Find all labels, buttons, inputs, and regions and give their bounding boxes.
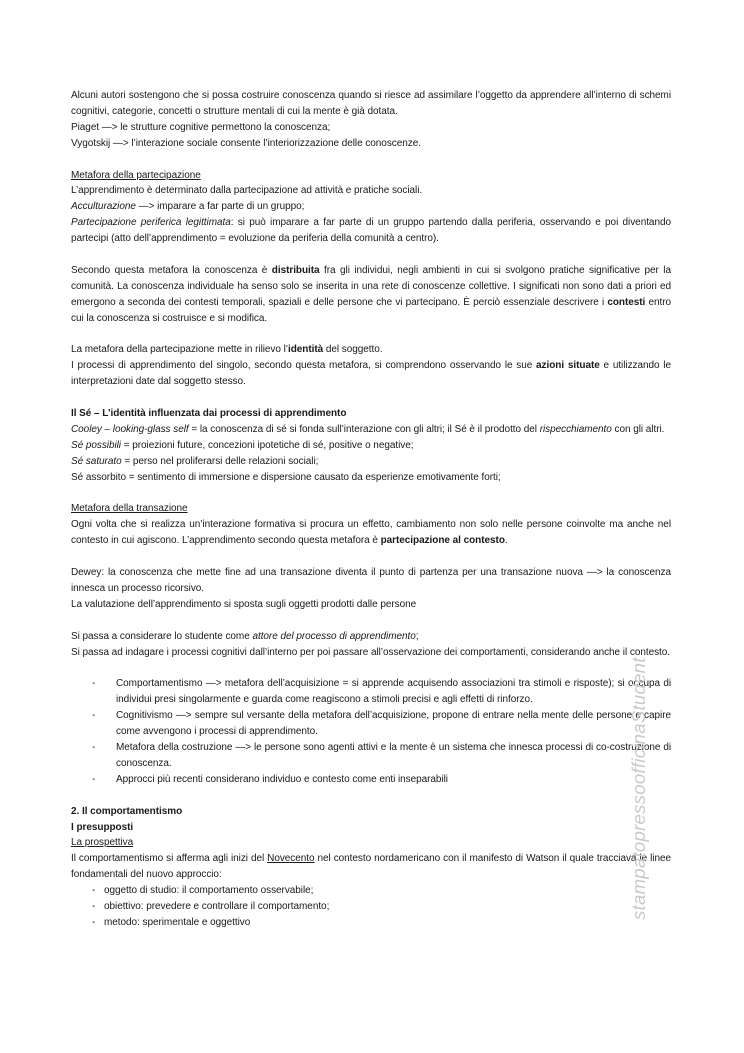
watermark: stampatopressoofficinaStudent [628, 657, 649, 920]
distribuita-text-1: Secondo questa metafora la conoscenza è [71, 264, 272, 276]
studente-text-2: ; [415, 630, 419, 642]
se-assorbito-line: Sé assorbito = sentimento di immersione e dispersione causato da esperienze emotivamente forti; [71, 471, 501, 483]
ppl-text: : si può imparare a far parte di un gruppo partendo dalla periferia, osservando e poi diventando partecipi (atto dell’apprendimento = evoluzione da periferia della comunità a centro). [71, 217, 671, 245]
section-subtitle: I presupposti [71, 821, 134, 833]
dewey-paragraph: Dewey: la conoscenza che mette fine ad una transazione diventa il punto di partenza per una transazione nuova —> la conoscenza innesca un processo ricorsivo. [71, 567, 671, 594]
identita-bold: identità [287, 344, 324, 356]
transazione-bold: partecipazione al contesto [380, 535, 505, 547]
acculturazione-text: —> imparare a far parte di un gruppo; [135, 201, 305, 213]
prospettiva-paragraph [71, 851, 671, 883]
se-possibili-line [71, 438, 671, 454]
heading-transazione: Metafora della transazione [71, 503, 188, 515]
acculturazione-term: Acculturazione [71, 201, 136, 213]
list-item: - obiettivo: prevedere e controllare il comportamento; [71, 899, 671, 915]
cooley-text-2: con gli altri. [611, 423, 665, 435]
list-item: - Comportamentismo —> metafora dell’acquisizione = si apprende acquisendo associazioni tra stimoli e risposte); si occupa di individui presi singolarmente e guarda come reagiscono a stimoli precisi e agli effetti di rinforzo. [71, 676, 671, 708]
ppl-term: Partecipazione periferica legittimata [71, 217, 231, 229]
identita-line [71, 342, 671, 358]
cooley-line [71, 422, 671, 438]
list-item: - Metafora della costruzione —> le persone sono agenti attivi e la mente è un sistema che innesca processi di co-costruzione di conoscenza. [71, 740, 671, 772]
document-page [71, 88, 671, 931]
vygotskij-line: Vygotskij —> l’interazione sociale consente l’interiorizzazione delle conoscenze. [71, 137, 421, 149]
cooley-text: = la conoscenza di sé si fonda sull’interazione con gli altri; il Sé è il prodotto del [188, 423, 540, 435]
azioni-paragraph [71, 358, 671, 390]
se-saturato-line [71, 454, 671, 470]
watson-list [71, 883, 671, 931]
distribuita-bold: distribuita [271, 264, 320, 276]
se-possibili-text: = proiezioni future, concezioni ipotetiche di sé, positive o negative; [120, 439, 414, 451]
studente-text-1: Si passa a considerare lo studente come [71, 630, 253, 642]
prospettiva-text-2: nel contesto nordamericano con il manifesto di Watson il quale tracciava le linee fondamentali del nuovo approccio: [71, 853, 671, 881]
contesti-bold: contesti [607, 296, 646, 308]
se-possibili-term: Sé possibili [71, 439, 121, 451]
identita-text-2: del soggetto. [323, 344, 383, 356]
heading-prospettiva: La prospettiva [71, 837, 134, 849]
heading-se: Il Sé – L’identità influenzata dai processi di apprendimento [71, 408, 347, 420]
studente-italic: attore del processo di apprendimento [252, 630, 416, 642]
rispecchiamento-term: rispecchiamento [539, 423, 612, 435]
partecipazione-line: L’apprendimento è determinato dalla partecipazione ad attività e pratiche sociali. [71, 185, 423, 197]
ppl-line [71, 215, 671, 247]
heading-partecipazione: Metafora della partecipazione [71, 169, 201, 181]
acculturazione-line [71, 199, 671, 215]
se-saturato-text: = perso nel proliferarsi delle relazioni sociali; [121, 455, 319, 467]
list-item: - Cognitivismo —> sempre sul versante della metafora dell’acquisizione, propone di entrare nella mente delle persone e capire come avvengono i processi di apprendimento. [71, 708, 671, 740]
piaget-line: Piaget —> le strutture cognitive permettono la conoscenza; [71, 121, 331, 133]
azioni-bold: azioni situate [536, 360, 600, 372]
distribuita-paragraph [71, 263, 671, 327]
section-title: 2. Il comportamentismo [71, 805, 183, 817]
se-saturato-term: Sé saturato [71, 455, 122, 467]
azioni-text-2: e utilizzando le interpretazioni date dal soggetto stesso. [71, 360, 671, 388]
novecento-underlined: Novecento [267, 853, 315, 865]
identita-text-1: La metafora della partecipazione mette in rilievo l’ [71, 344, 288, 356]
processi-paragraph: Si passa ad indagare i processi cognitivi dall’interno per poi passare all’osservazione dei comportamenti, considerando anche il contesto. [71, 646, 671, 658]
azioni-text-1: I processi di apprendimento del singolo, secondo questa metafora, si comprendono osservando le sue [71, 360, 537, 372]
studente-line [71, 629, 671, 645]
transazione-text-1: Ogni volta che si realizza un’interazione formativa si procura un effetto, cambiamento non solo nelle persone coinvolte ma anche nel contesto in cui agiscono. L’apprendimento secondo questa metafora è [71, 519, 671, 547]
transazione-text-2: . [504, 535, 508, 547]
approcci-list [71, 676, 671, 787]
transazione-paragraph [71, 517, 671, 549]
valutazione-line: La valutazione dell’apprendimento si sposta sugli oggetti prodotti dalle persone [71, 598, 417, 610]
prospettiva-text-1: Il comportamentismo si afferma agli inizi del [71, 853, 268, 865]
cooley-term: Cooley – looking-glass self [71, 423, 189, 435]
intro-paragraph: Alcuni autori sostengono che si possa costruire conoscenza quando si riesce ad assimilare l’oggetto da apprendere all’interno di schemi cognitivi, categorie, concetti o strutture mentali di cui la mente è già dotata. [71, 90, 671, 117]
list-item: - metodo: sperimentale e oggettivo [71, 915, 671, 931]
distribuita-text-3: entro cui la conoscenza si costruisce e si modifica. [71, 296, 671, 324]
list-item: - oggetto di studio: il comportamento osservabile; [71, 883, 671, 899]
distribuita-text-2: fra gli individui, negli ambienti in cui si svolgono pratiche significative per la comunità. La conoscenza individuale ha senso solo se inserita in una rete di conoscenze collettive. I significati non sono dati a priori ed emergono a seconda dei contesti temporali, spaziali e delle persone che vi partecipano. È perciò essenziale descrivere i [71, 264, 671, 308]
list-item: - Approcci più recenti considerano individuo e contesto come enti inseparabili [71, 772, 671, 788]
